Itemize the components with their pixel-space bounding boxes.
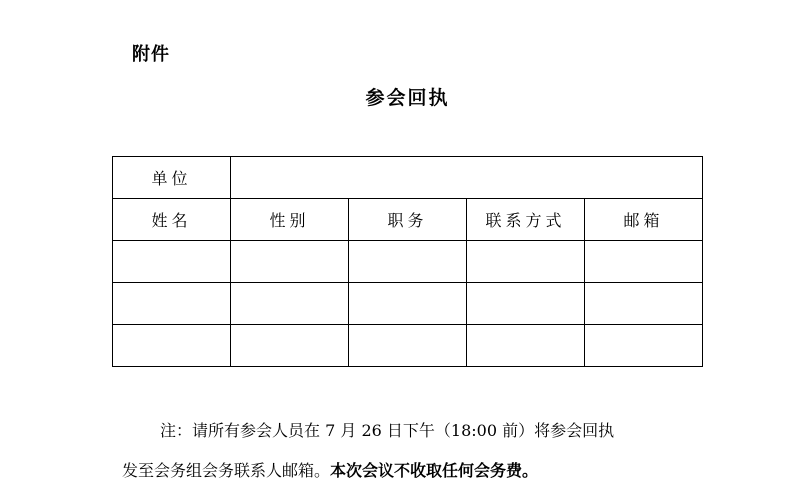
note-emphasis: 本次会议不收取任何会务费。 bbox=[330, 461, 539, 480]
unit-label-cell: 单位 bbox=[113, 157, 231, 199]
table-cell[interactable] bbox=[467, 325, 585, 367]
table-cell[interactable] bbox=[585, 325, 703, 367]
table-cell[interactable] bbox=[231, 241, 349, 283]
header-gender: 性别 bbox=[231, 199, 349, 241]
header-row bbox=[113, 199, 703, 241]
note-text-2: 发至会务组会务联系人邮箱。 bbox=[122, 461, 331, 480]
table-cell[interactable] bbox=[467, 283, 585, 325]
table-cell[interactable] bbox=[349, 325, 467, 367]
table-cell[interactable] bbox=[231, 283, 349, 325]
header-name: 姓名 bbox=[113, 199, 231, 241]
table-cell[interactable] bbox=[349, 283, 467, 325]
table-cell[interactable] bbox=[585, 241, 703, 283]
header-position: 职务 bbox=[349, 199, 467, 241]
note-line-2 bbox=[122, 461, 722, 481]
table-cell[interactable] bbox=[349, 241, 467, 283]
attachment-label: 附件 bbox=[132, 44, 170, 65]
table-row bbox=[113, 241, 703, 283]
reply-form-table bbox=[112, 156, 703, 367]
table-cell[interactable] bbox=[113, 325, 231, 367]
header-contact: 联系方式 bbox=[467, 199, 585, 241]
table-cell[interactable] bbox=[231, 325, 349, 367]
document-title: 参会回执 bbox=[365, 87, 450, 109]
table-row bbox=[113, 325, 703, 367]
unit-value-cell[interactable] bbox=[231, 157, 703, 199]
table-cell[interactable] bbox=[585, 283, 703, 325]
table-cell[interactable] bbox=[113, 241, 231, 283]
unit-row bbox=[113, 157, 703, 199]
table-cell[interactable] bbox=[467, 241, 585, 283]
header-email: 邮箱 bbox=[585, 199, 703, 241]
note-line-1 bbox=[122, 421, 722, 441]
table-row bbox=[113, 283, 703, 325]
table-cell[interactable] bbox=[113, 283, 231, 325]
note-text-1: 注：请所有参会人员在 7 月 26 日下午（18:00 前）将参会回执 bbox=[160, 421, 615, 440]
